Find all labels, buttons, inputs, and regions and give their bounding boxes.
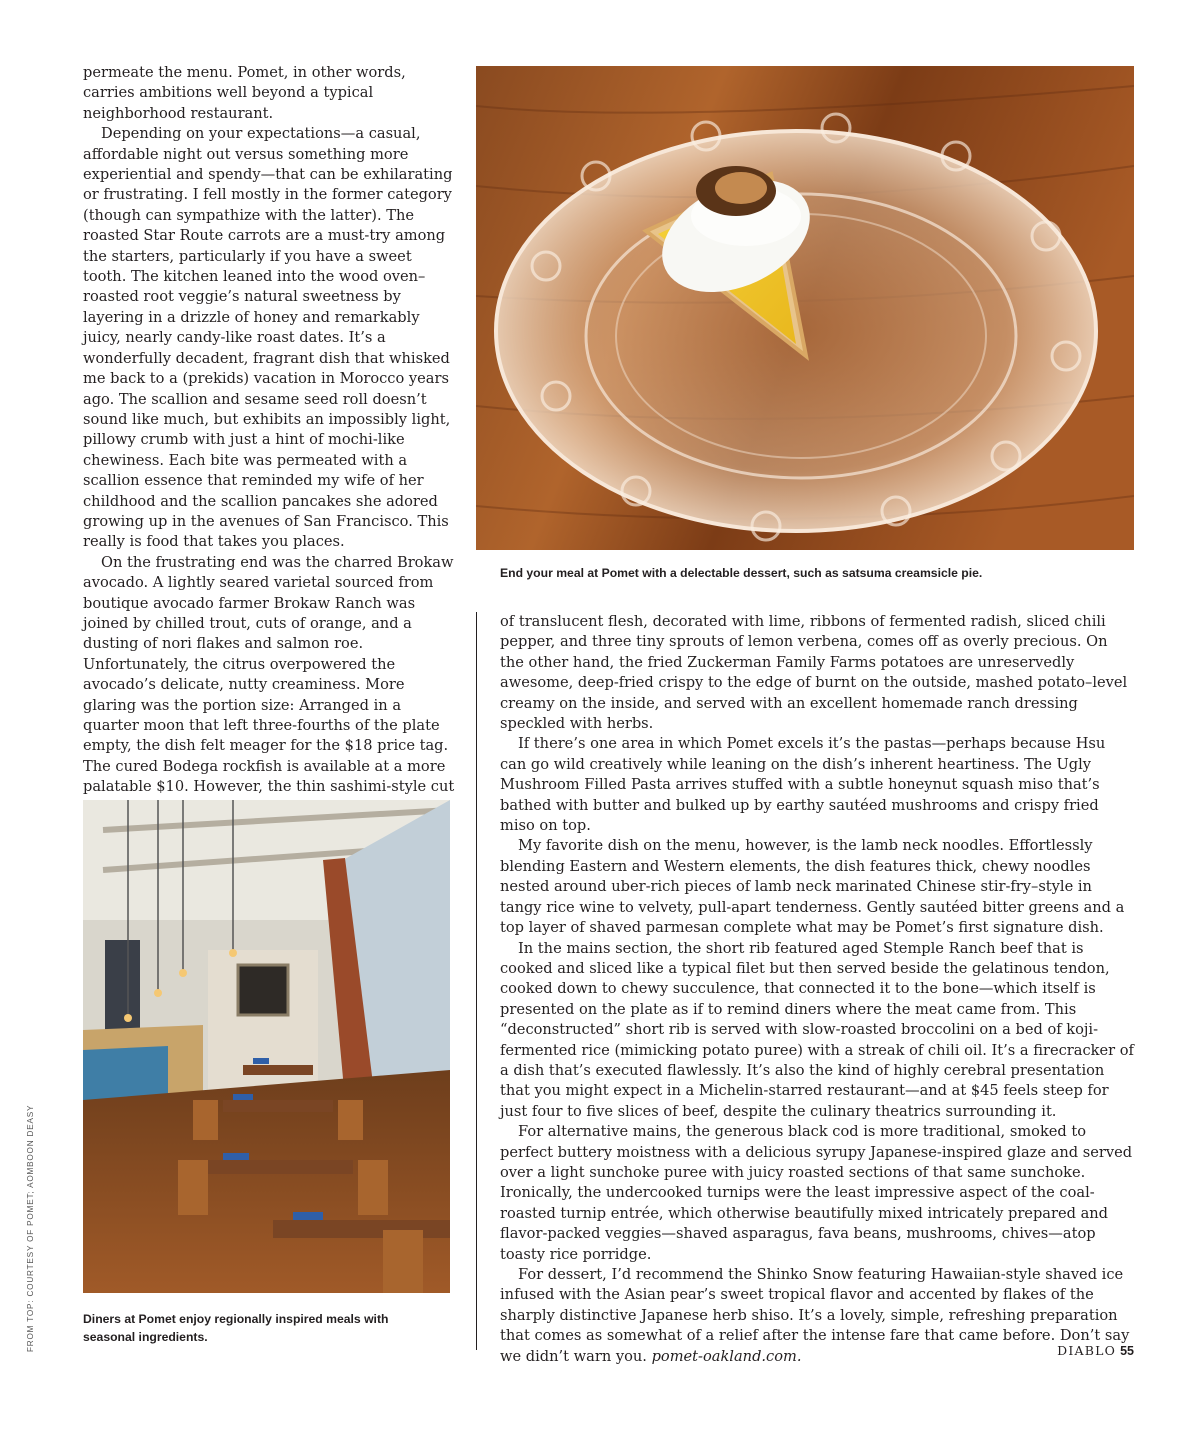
body-paragraph: In the mains section, the short rib featured aged Stemple Ranch beef that is cooked and sliced like a typical filet but then served beside the gelatinous tendon, cooked down to chewy succulence, that connected it to the bone—which itself is presented on the plate as if to remind diners where the meat came from. This “deconstructed” short rib is served with slow-roasted broccolini on a bed of koji-fermented rice (mimicking potato puree) with a streak of chili oil. It’s a firecracker of a dish that’s executed flawlessly. It’s also the kind of highly cerebral presentation that you might expect in a Michelin-starred restaurant—and at $45 feels steep for just four to five slices of beef, despite the culinary theatrics surrounding it. [500, 939, 1134, 1120]
body-paragraph: Depending on your expectations—a casual, affordable night out versus something more experiential and spendy—that can be exhilarating or frustrating. I fell mostly in the former category (though can sympathize with the latter). The roasted Star Route carrots are a must-try among the starters, particularly if you have a sweet tooth. The kitchen leaned into the wood oven–roasted root veggie’s natural sweetness by layering in a drizzle of honey and remarkably juicy, nearly candy-like roast dates. It’s a wonderfully decadent, fragrant dish that whisked me back to a (prekids) vacation in Morocco years ago. The scallion and sesame seed roll doesn’t sound like much, but exhibits an impossibly light, pillowy crumb with just a hint of mochi-like chewiness. Each bite was permeated with a scallion essence that reminded my wife of her childhood and the scallion pancakes she adored growing up in the avenues of San Francisco. This really is food that takes you places. [83, 125, 453, 551]
body-paragraph: On the frustrating end was the charred Brokaw avocado. A lightly seared varietal sourced from boutique avocado farmer Brokaw Ranch was joined by chilled trout, cuts of orange, and a dusting of nori flakes and salmon roe. Unfortunately, the citrus overpowered the avocado’s delicate, nutty creaminess. More glaring was the portion size: Arranged in a quarter moon that left three-fourths of the plate empty, the dish felt meager for the $18 price tag. The cured Bodega rockfish is available at a more palatable $10. However, the thin sashimi-style cut [83, 553, 455, 796]
dessert-photo [476, 66, 1134, 550]
website-link[interactable]: pomet-oakland.com. [651, 1347, 802, 1365]
column-rule [476, 612, 477, 1350]
right-column-text [500, 612, 1136, 1367]
body-paragraph: permeate the menu. Pomet, in other words, carries ambitions well beyond a typical neighborhood restaurant. [83, 64, 406, 122]
body-paragraph: of translucent flesh, decorated with lime, ribbons of fermented radish, sliced chili pepper, and three tiny sprouts of lemon verbena, comes off as overly precious. On the other hand, the fried Zuckerman Family Farms potatoes are unreservedly awesome, deep-fried crispy to the edge of burnt on the outside, mashed potato–level creamy on the inside, and served with an excellent homemade ranch dressing speckled with herbs. [500, 613, 1128, 733]
photo-credit: FROM TOP: COURTESY OF POMET; AOMBOON DEASY [26, 1104, 35, 1352]
dessert-caption: End your meal at Pomet with a delectable dessert, such as satsuma creamsicle pie. [500, 566, 983, 580]
left-column-text [83, 63, 455, 798]
body-paragraph [500, 1265, 1136, 1367]
dining-room-caption: Diners at Pomet enjoy regionally inspired meals with seasonal ingredients. [83, 1312, 389, 1344]
body-text: For dessert, I’d recommend the Shinko Snow featuring Hawaiian-style shaved ice infused with the Asian pear’s sweet tropical flavor and accented by flakes of the sharply distinctive Japanese herb shiso. It’s a lovely, simple, refreshing preparation that comes as somewhat of a relief after the intense fare that came before. Don’t say we didn’t warn you. [500, 1266, 1130, 1365]
body-paragraph: For alternative mains, the generous black cod is more traditional, smoked to perfect buttery moistness with a delicious syrupy Japanese-inspired glaze and served over a light sunchoke puree with juicy roasted sections of that same sunchoke. Ironically, the undercooked turnips were the least impressive aspect of the coal-roasted turnip entrée, which otherwise beautifully mixed intricately prepared and flavor-packed veggies—shaved asparagus, fava beans, mushrooms, chives—atop toasty rice porridge. [500, 1123, 1133, 1263]
dining-room-photo [83, 800, 450, 1293]
folio [1057, 1343, 1134, 1358]
magazine-name: DIABLO [1057, 1343, 1117, 1358]
body-paragraph: My favorite dish on the menu, however, is the lamb neck noodles. Effortlessly blending Eastern and Western elements, the dish features thick, chewy noodles nested around uber-rich pieces of lamb neck marinated Chinese stir-fry–style in tangy rice wine to velvety, pull-apart tenderness. Gently sautéed bitter greens and a top layer of shaved parmesan complete what may be Pomet’s first signature dish. [500, 837, 1125, 937]
page-number: 55 [1120, 1344, 1134, 1358]
body-paragraph: If there’s one area in which Pomet excels it’s the pastas—perhaps because Hsu can go wild creatively while leaning on the dish’s inherent heartiness. The Ugly Mushroom Filled Pasta arrives stuffed with a subtle honeynut squash miso that’s bathed with butter and bulked up by earthy sautéed mushrooms and crispy fried miso on top. [500, 735, 1106, 835]
